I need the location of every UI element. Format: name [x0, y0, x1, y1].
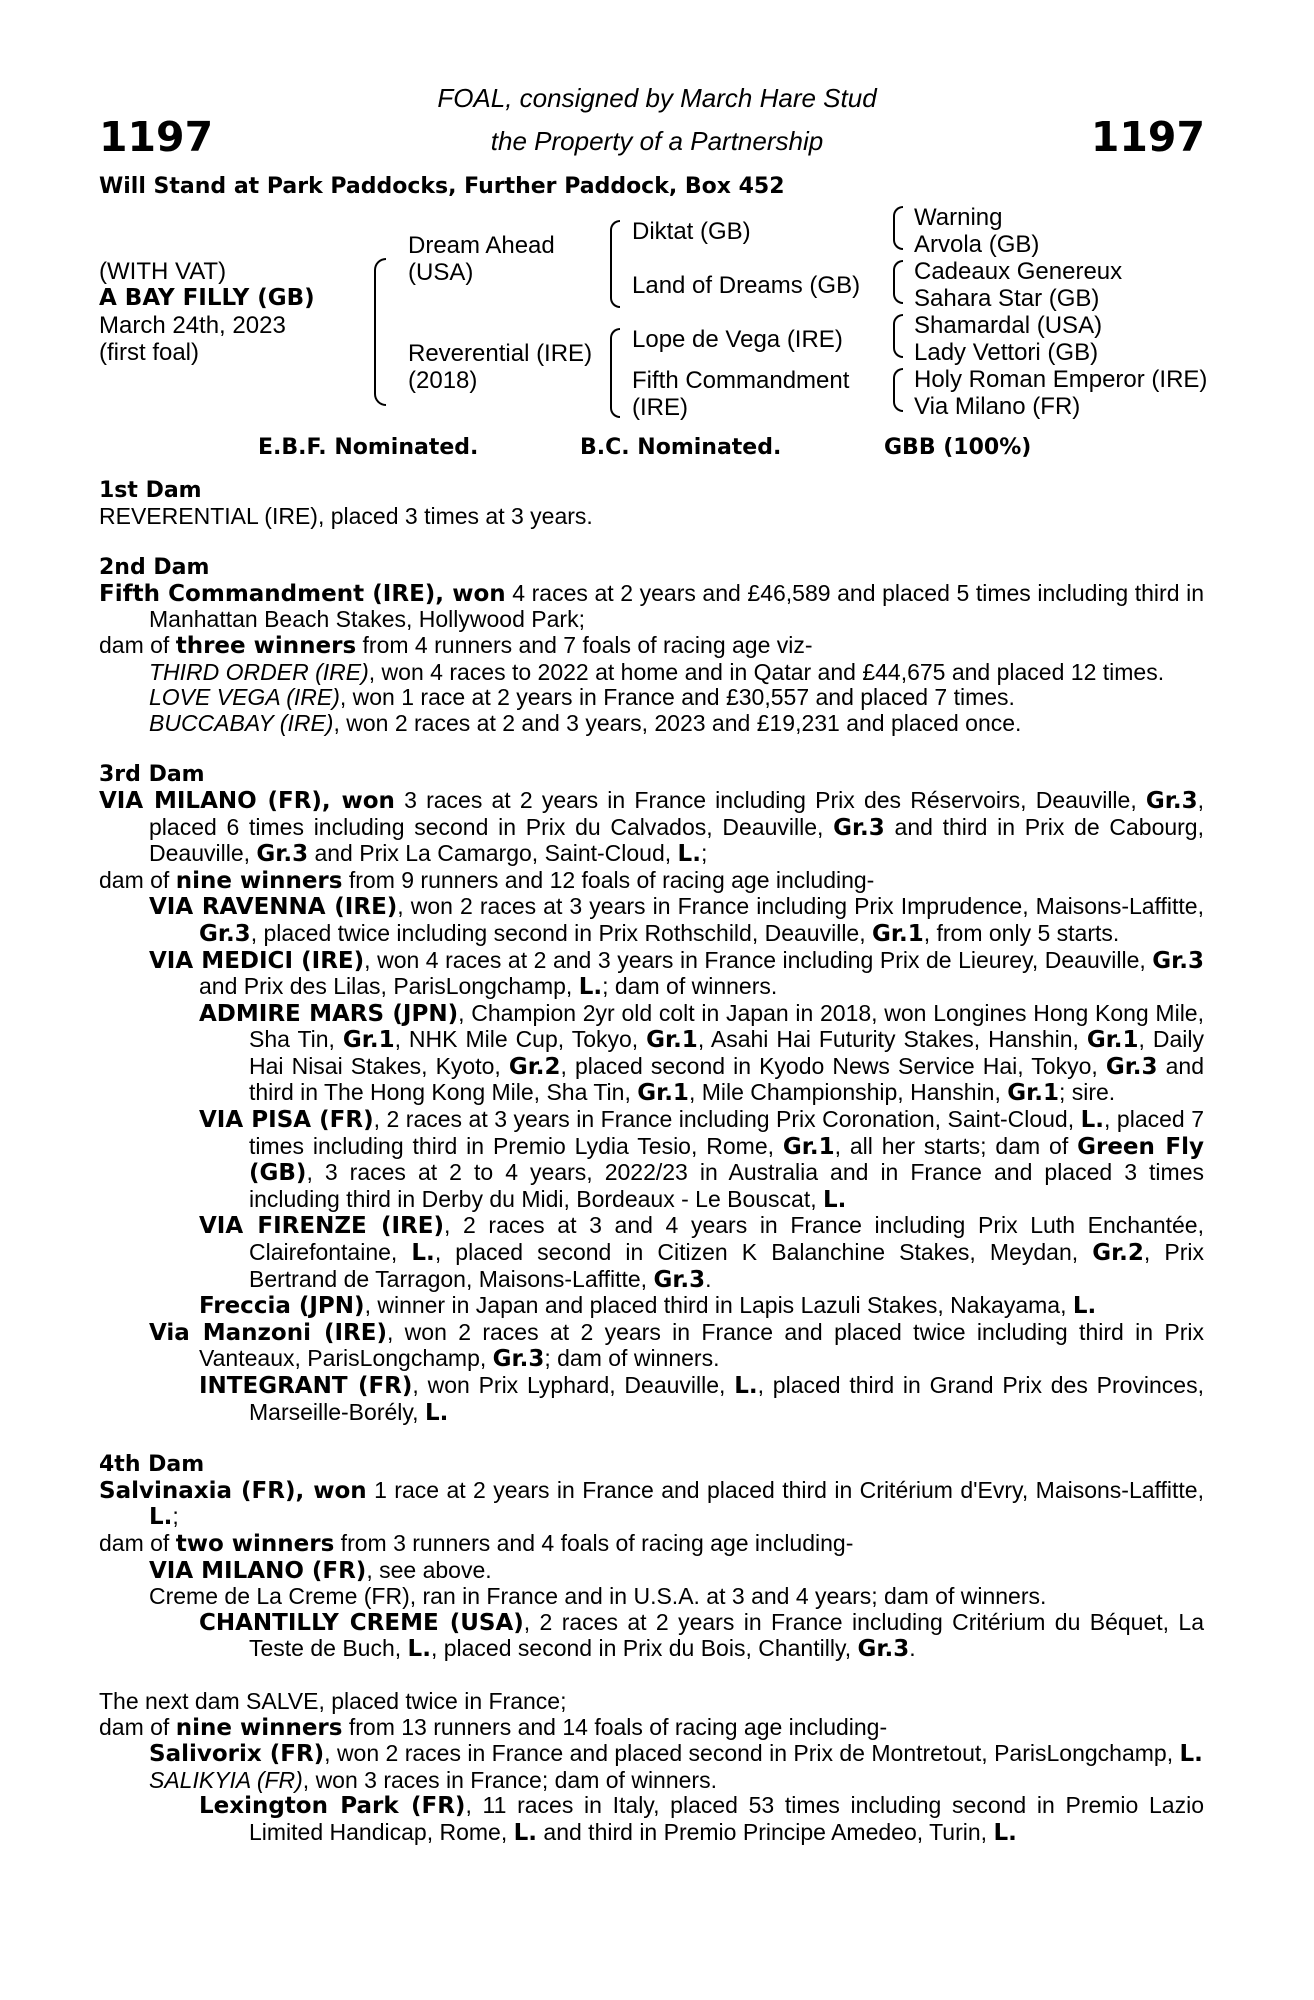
- pedigree-brace-land: [893, 260, 903, 304]
- vat-note: (WITH VAT): [99, 258, 227, 285]
- list-item: INTEGRANT (FR), won Prix Lyphard, Deauville, L., placed third in Grand Prix des Provinces, Marseille-Borély, L.: [199, 1372, 1204, 1426]
- dam-dam-line1: Fifth Commandment: [632, 367, 850, 394]
- pedigree-brace-sire: [610, 220, 620, 308]
- stand-location: Will Stand at Park Paddocks, Further Paddock, Box 452: [99, 174, 785, 199]
- dds: Holy Roman Emperor (IRE): [914, 366, 1208, 393]
- sire-name: Dream Ahead: [408, 232, 555, 259]
- pedigree-brace-diktat: [893, 206, 903, 250]
- dsd: Lady Vettori (GB): [914, 339, 1099, 366]
- foal-name: A BAY FILLY (GB): [99, 285, 315, 311]
- list-item: THIRD ORDER (IRE), won 4 races to 2022 at home and in Qatar and £44,675 and placed 12 times.: [149, 658, 1165, 685]
- sdd: Sahara Star (GB): [914, 285, 1100, 312]
- first-dam-heading: 1st Dam: [99, 478, 202, 503]
- ownership-line: the Property of a Partnership: [490, 126, 824, 156]
- second-dam-record: Fifth Commandment (IRE), won 4 races at 2 years and £46,589 and placed 5 times including third in Manhattan Beach Stakes, Hollywood Park;: [99, 579, 1204, 633]
- list-item: LOVE VEGA (IRE), won 1 race at 2 years in France and £30,557 and placed 7 times.: [149, 684, 1015, 711]
- foal-dob: March 24th, 2023: [99, 312, 286, 339]
- next-dam-produce: dam of nine winners from 13 runners and 14 foals of racing age including-: [99, 1713, 888, 1741]
- sss: Warning: [914, 204, 1003, 231]
- third-dam-heading: 3rd Dam: [99, 762, 205, 788]
- sire-country: (USA): [408, 259, 474, 286]
- dam-name: Reverential (IRE): [408, 340, 593, 367]
- list-item: VIA FIRENZE (IRE), 2 races at 3 and 4 years in France including Prix Luth Enchantée, Clairefontaine, L., placed second in Citizen K Balanchine Stakes, Meydan, Gr.2, Prix Bertrand de Tarragon, Maisons-Laffitte, Gr.3.: [199, 1212, 1205, 1293]
- sire-dam: Land of Dreams (GB): [632, 272, 861, 299]
- list-item: VIA MILANO (FR), see above.: [149, 1556, 492, 1584]
- list-item: Via Manzoni (IRE), won 2 races at 2 years in France and placed twice including third in Prix Vanteaux, ParisLongchamp, Gr.3; dam of winners.: [149, 1318, 1204, 1373]
- list-item: ADMIRE MARS (JPN), Champion 2yr old colt in Japan in 2018, won Longines Hong Kong Mile, Sha Tin, Gr.1, NHK Mile Cup, Tokyo, Gr.1, Asahi Hai Futurity Stakes, Hanshin, Gr.1, Daily Hai Nisai Stakes, Kyoto, Gr.2, placed second in Kyodo News Service Hai, Tokyo, Gr.3 and third in The Hong Kong Mile, Sha Tin, Gr.1, Mile Championship, Hanshin, Gr.1; sire.: [199, 999, 1205, 1107]
- dam-dam-line2: (IRE): [632, 394, 688, 421]
- foal-note: (first foal): [99, 339, 200, 366]
- list-item: VIA MEDICI (IRE), won 4 races at 2 and 3 years in France including Prix de Lieurey, Deauville, Gr.3 and Prix des Lilas, ParisLongchamp, L.; dam of winners.: [149, 946, 1204, 1001]
- list-item: Creme de La Creme (FR), ran in France and in U.S.A. at 3 and 4 years; dam of winners.: [149, 1583, 1047, 1610]
- second-dam-heading: 2nd Dam: [99, 555, 210, 581]
- dam-sire: Lope de Vega (IRE): [632, 326, 843, 353]
- third-dam-produce: dam of nine winners from 9 runners and 12 foals of racing age including-: [99, 866, 875, 894]
- bc-nomination: B.C. Nominated.: [580, 435, 782, 460]
- list-item: CHANTILLY CREME (USA), 2 races at 2 years in France including Critérium du Béquet, La Teste de Buch, L., placed second in Prix du Bois, Chantilly, Gr.3.: [199, 1608, 1204, 1663]
- fourth-dam-heading: 4th Dam: [99, 1452, 205, 1478]
- second-dam-name: Fifth Commandment (IRE), won: [99, 580, 506, 607]
- list-item: SALIKYIA (FR), won 3 races in France; dam of winners.: [149, 1766, 717, 1793]
- pedigree-brace-dam: [610, 328, 620, 418]
- dss: Shamardal (USA): [914, 312, 1103, 339]
- lot-number-right: 1197: [1090, 113, 1205, 161]
- list-item: Freccia (JPN), winner in Japan and placed third in Lapis Lazuli Stakes, Nakayama, L.: [199, 1292, 1097, 1320]
- list-item: Lexington Park (FR), 11 races in Italy, placed 53 times including second in Premio Lazio Limited Handicap, Rome, L. and third in Premio Principe Amedeo, Turin, L.: [199, 1792, 1204, 1846]
- list-item: VIA PISA (FR), 2 races at 3 years in France including Prix Coronation, Saint-Cloud, L., placed 7 times including third in Premio Lydia Tesio, Rome, Gr.1, all her starts; dam of Green Fly (GB), 3 races at 2 to 4 years, 2022/23 in Australia and in France and placed 3 times including third in Derby du Midi, Bordeaux - Le Bouscat, L.: [199, 1106, 1204, 1213]
- lot-number-left: 1197: [99, 113, 214, 161]
- pedigree-brace-lope: [893, 314, 903, 358]
- next-dam-record: The next dam SALVE, placed twice in France;: [99, 1687, 567, 1714]
- sds: Cadeaux Genereux: [914, 258, 1123, 285]
- third-dam-record: VIA MILANO (FR), won 3 races at 2 years in France including Prix des Réservoirs, Deauville, Gr.3, placed 6 times including second in Prix du Calvados, Deauville, Gr.3 and third in Prix de Cabourg, Deauville, Gr.3 and Prix La Camargo, Saint-Cloud, L.;: [99, 786, 1204, 868]
- fourth-dam-record: Salvinaxia (FR), won 1 race at 2 years in France and placed third in Critérium d'Evry, Maisons-Laffitte, L.;: [99, 1476, 1204, 1531]
- catalogue-body: [99, 478, 1204, 1847]
- ddd: Via Milano (FR): [914, 393, 1081, 420]
- ebf-nomination: E.B.F. Nominated.: [258, 435, 479, 460]
- first-dam-text: REVERENTIAL (IRE), placed 3 times at 3 years.: [99, 502, 593, 529]
- pedigree-brace-fifth: [893, 368, 903, 412]
- gbb-status: GBB (100%): [884, 435, 1032, 460]
- consignor-line: FOAL, consigned by March Hare Stud: [437, 83, 877, 113]
- ssd: Arvola (GB): [914, 231, 1040, 258]
- list-item: VIA RAVENNA (IRE), won 2 races at 3 years in France including Prix Imprudence, Maisons-Laffitte, Gr.3, placed twice including second in Prix Rothschild, Deauville, Gr.1, from only 5 starts.: [149, 893, 1204, 947]
- fourth-dam-produce: dam of two winners from 3 runners and 4 foals of racing age including-: [99, 1529, 854, 1557]
- list-item: Salivorix (FR), won 2 races in France and placed second in Prix de Montretout, ParisLongchamp, L.: [149, 1740, 1203, 1768]
- pedigree-brace-foal: [374, 258, 386, 406]
- sire-sire: Diktat (GB): [632, 218, 751, 245]
- dam-year: (2018): [408, 367, 478, 394]
- second-dam-produce: dam of three winners from 4 runners and 7 foals of racing age viz-: [99, 631, 813, 659]
- list-item: BUCCABAY (IRE), won 2 races at 2 and 3 years, 2023 and £19,231 and placed once.: [149, 709, 1022, 736]
